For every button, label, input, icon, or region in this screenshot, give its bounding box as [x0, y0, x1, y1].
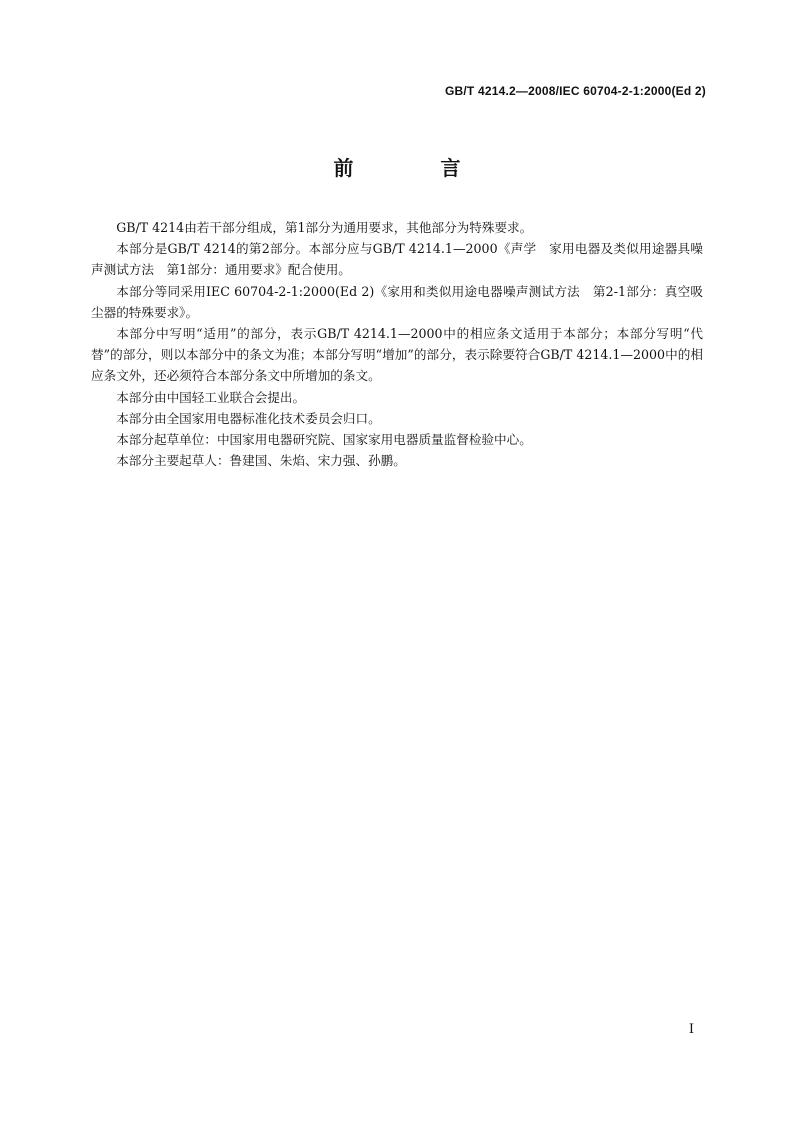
foreword-title-text: 前 言: [333, 156, 501, 180]
paragraph-parts-overview: GB/T 4214由若干部分组成，第1部分为通用要求，其他部分为特殊要求。: [116, 220, 533, 235]
paragraph-proposed-by: 本部分由中国轻工业联合会提出。: [116, 389, 306, 405]
foreword-title: [0, 152, 794, 181]
paragraph-administered-by: 本部分由全国家用电器标准化技术委员会归口。: [116, 410, 381, 426]
foreword-body: [91, 217, 703, 471]
paragraph-adoption: 本部分等同采用IEC 60704-2-1:2000(Ed 2)《家用和类似用途电器噪声测试方法 第2-1部分：真空吸尘器的特殊要求》。: [91, 283, 703, 320]
paragraph-part-relation: 本部分是GB/T 4214的第2部分。本部分应与GB/T 4214.1—2000《声学 家用电器及类似用途器具噪声测试方法 第1部分：通用要求》配合使用。: [91, 241, 703, 278]
paragraph-usage-notes: 本部分中写明“适用”的部分，表示GB/T 4214.1—2000中的相应条文适用于本部分；本部分写明“代替”的部分，则以本部分中的条文为准；本部分写明“增加”的部分，表示除要符合GB/T 4214.1—2000中的相应条文外，还必须符合本部分条文中所增加的条文。: [91, 326, 703, 384]
paragraph-drafters: 本部分主要起草人：鲁建国、朱焰、宋力强、孙鹏。: [116, 453, 406, 469]
standard-number-header: GB/T 4214.2—2008/IEC 60704-2-1:2000(Ed 2): [444, 84, 706, 98]
page-number: I: [688, 1022, 694, 1037]
paragraph-drafting-units: 本部分起草单位：中国家用电器研究院、国家家用电器质量监督检验中心。: [116, 432, 532, 448]
